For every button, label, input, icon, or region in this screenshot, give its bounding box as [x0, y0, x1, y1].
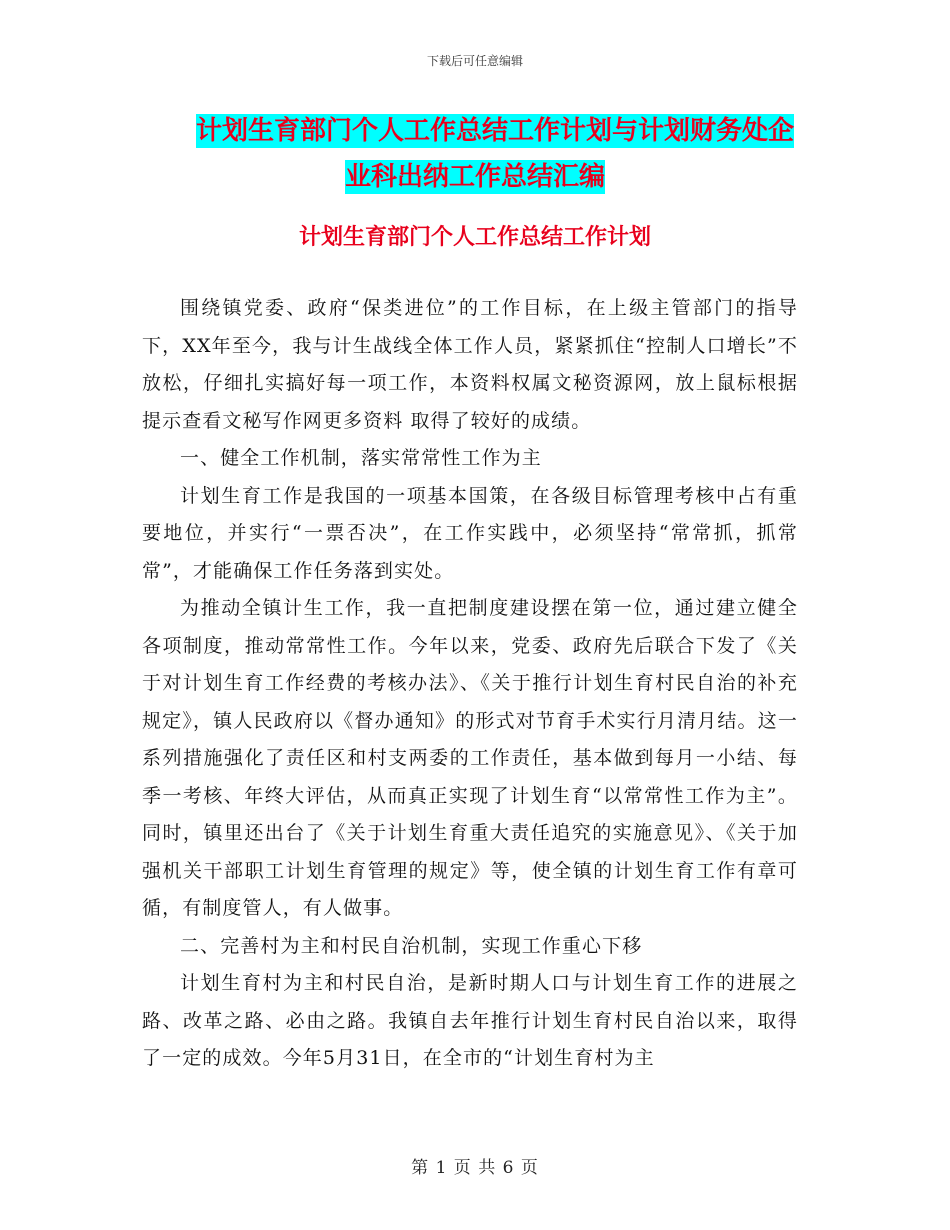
paragraph: 计划生育工作是我国的一项基本国策，在各级目标管理考核中占有重要地位，并实行“一票否决”，在工作实践中，必须坚持“常常抓，抓常常”，才能确保工作任务落到实处。 — [142, 484, 798, 582]
paragraph: 为推动全镇计生工作，我一直把制度建设摆在第一位，通过建立健全各项制度，推动常常性工作。今年以来，党委、政府先后联合下发了《关于对计划生育工作经费的考核办法》、《关于推行计划生育村民自治的补充规定》，镇人民政府以《督办通知》的形式对节育手术实行月清月结。这一系列措施强化了责任区和村支两委的工作责任，基本做到每月一小结、每季一考核、年终大评估，从而真正实现了计划生育“以常常性工作为主”。同时，镇里还出台了《关于计划生育重大责任追究的实施意见》、《关于加强机关干部职工计划生育管理的规定》等，使全镇的计划生育工作有章可循，有制度管人，有人做事。 — [142, 597, 798, 919]
document-title-line-2: 业科出纳工作总结汇编 — [344, 162, 605, 192]
paragraph: 围绕镇党委、政府“保类进位”的工作目标，在上级主管部门的指导下，XX年至今，我与计生战线全体工作人员，紧紧抓住“控制人口增长”不放松，仔细扎实搞好每一项工作，本资料权属文秘资源网，放上鼠标根据提示查看文秘写作网更多资料 取得了较好的成绩。 — [142, 297, 798, 432]
section-title: 计划生育部门个人工作总结工作计划 — [298, 225, 651, 250]
document-title — [0, 108, 950, 200]
paragraph-heading: 一、健全工作机制，落实常常性工作为主 — [180, 447, 542, 469]
page-number: 第 1 页 共 6 页 — [411, 1158, 539, 1178]
page-header-note: 下载后可任意编辑 — [426, 54, 523, 68]
paragraph-heading: 二、完善村为主和村民自治机制，实现工作重心下移 — [180, 934, 643, 957]
body-text — [142, 290, 798, 1078]
document-title-line-1: 计划生育部门个人工作总结工作计划与计划财务处企 — [195, 116, 794, 146]
paragraph: 计划生育村为主和村民自治，是新时期人口与计划生育工作的进展之路、改革之路、必由之路。我镇自去年推行计划生育村民自治以来，取得了一定的成效。今年5月31日，在全市的“计划生育村为主 — [142, 972, 798, 1069]
